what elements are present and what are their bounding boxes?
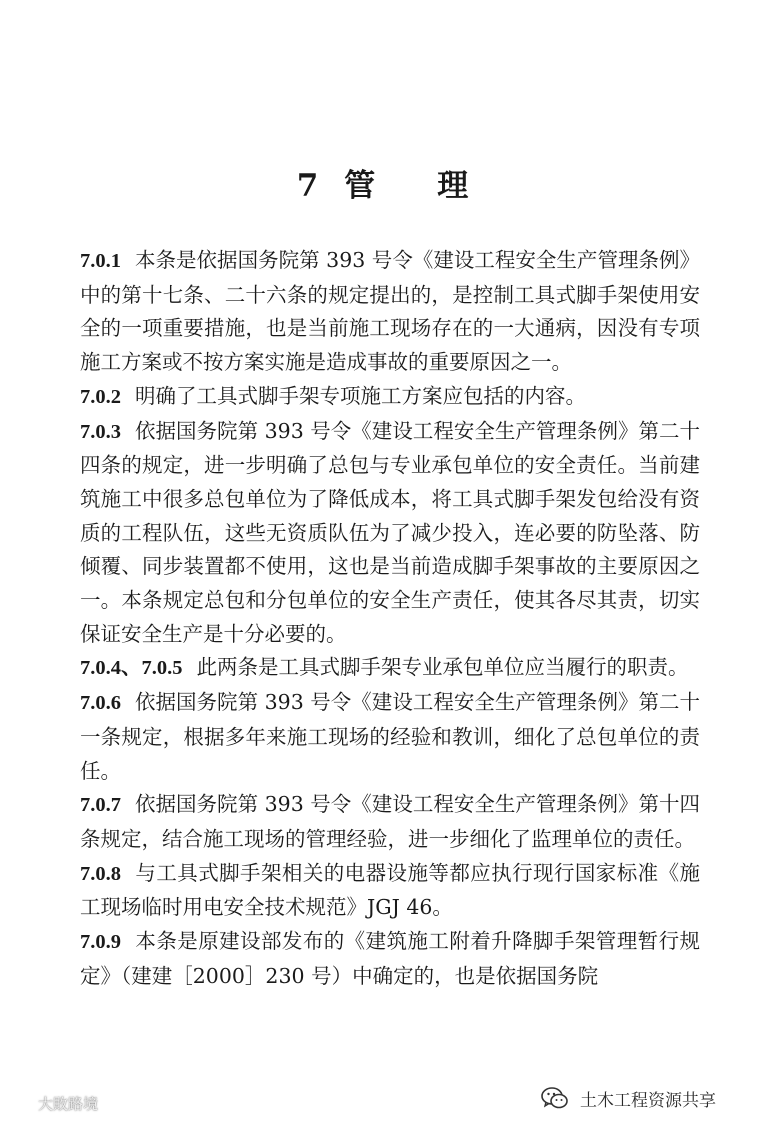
clause-7-0-3 xyxy=(80,415,700,652)
clause-text: 本条是依据国务院第 393 号令《建设工程安全生产管理条例》中的第十七条、二十六条的规定提出的，是控制工具式脚手架使用安全的一项重要措施，也是当前施工现场存在的一大通病，因没有专项施工方案或不按方案实施是造成事故的重要原因之一。 xyxy=(80,248,700,375)
clause-number: 7.0.6 xyxy=(80,692,121,715)
clause-number: 7.0.7 xyxy=(80,794,121,817)
brand-logo-icon xyxy=(6,1094,32,1112)
clause-7-0-9 xyxy=(80,925,700,993)
clause-number: 7.0.3 xyxy=(80,420,121,443)
clause-number: 7.0.9 xyxy=(80,931,121,954)
clause-7-0-1 xyxy=(80,244,700,380)
wechat-icon xyxy=(540,1085,570,1111)
clause-7-0-2 xyxy=(80,380,700,415)
clause-text: 明确了工具式脚手架专项施工方案应包括的内容。 xyxy=(135,383,586,408)
chapter-number: 7 xyxy=(296,168,321,204)
clause-text: 依据国务院第 393 号令《建设工程安全生产管理条例》第十四条规定，结合施工现场的管理经验，进一步细化了监理单位的责任。 xyxy=(80,792,700,851)
clause-number: 7.0.4、7.0.5 xyxy=(80,657,183,680)
watermark-left-text: 大敗路境 xyxy=(38,1094,99,1113)
watermark-right xyxy=(540,1083,716,1113)
watermark-right-text: 土木工程资源共享 xyxy=(580,1090,716,1111)
clause-7-0-7 xyxy=(80,788,700,856)
clause-number: 7.0.8 xyxy=(80,862,121,885)
clause-text: 此两条是工具式脚手架专业承包单位应当履行的职责。 xyxy=(196,655,689,680)
clause-7-0-8 xyxy=(80,857,700,925)
chapter-title-word-1: 管 xyxy=(344,168,378,204)
clause-text: 本条是原建设部发布的《建筑施工附着升降脚手架管理暂行规定》（建建［2000］230 号）中确定的，也是依据国务院 xyxy=(80,929,700,988)
clause-7-0-4-7-0-5 xyxy=(80,651,700,686)
clause-text: 与工具式脚手架相关的电器设施等都应执行现行国家标准《施工现场临时用电安全技术规范》JGJ 46。 xyxy=(80,860,700,920)
clause-number: 7.0.1 xyxy=(80,250,121,272)
chapter-title-word-2: 理 xyxy=(437,168,471,204)
chapter-title xyxy=(0,160,767,205)
watermark-left xyxy=(6,1090,98,1116)
clause-7-0-6 xyxy=(80,686,700,788)
chapter-body xyxy=(80,244,700,993)
clause-text: 依据国务院第 393 号令《建设工程安全生产管理条例》第二十四条的规定，进一步明确了总包与专业承包单位的安全责任。当前建筑施工中很多总包单位为了降低成本，将工具式脚手架发包给没有资质的工程队伍，这些无资质队伍为了减少投入，连必要的防坠落、防倾覆、同步装置都不使用，这也是当前造成脚手架事故的主要原因之一。本条规定总包和分包单位的安全生产责任，使其各尽其责，切实保证安全生产是十分必要的。 xyxy=(80,418,700,646)
clause-text: 依据国务院第 393 号令《建设工程安全生产管理条例》第二十一条规定，根据多年来施工现场的经验和教训，细化了总包单位的责任。 xyxy=(80,690,700,783)
clause-number: 7.0.2 xyxy=(80,385,121,408)
